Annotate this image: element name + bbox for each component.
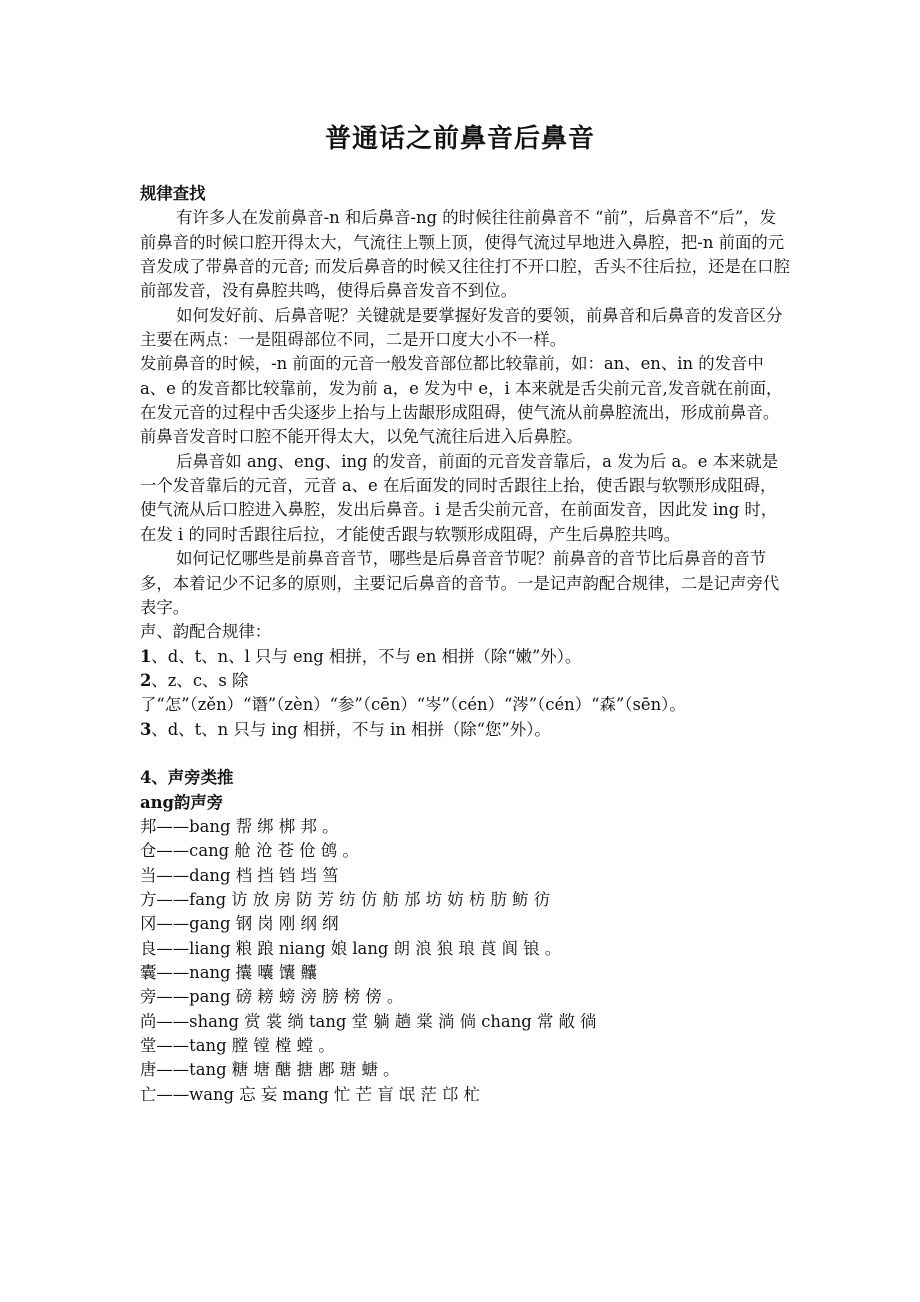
radical-row: 冈——gang 钢 岗 刚 纲 纲 (140, 914, 339, 934)
subheading-ang: ang韵声旁 (140, 792, 224, 812)
radical-row: 邦——bang 帮 绑 梆 邦 。 (140, 816, 339, 836)
spacer (140, 742, 790, 766)
radical-row: 尚——shang 赏 裳 绱 tang 堂 躺 趟 棠 淌 倘 chang 常 敞 徜 (140, 1011, 597, 1031)
radical-row: 方——fang 访 放 房 防 芳 纺 仿 舫 邡 坊 妨 枋 肪 鲂 彷 (140, 889, 551, 909)
paragraph-how-to: 如何发好前、后鼻音呢？关键就是要掌握好发音的要领，前鼻音和后鼻音的发音区分主要在两点：一是阻碍部位不同，二是开口度大小不一样。 (140, 305, 783, 350)
radical-row: 堂——tang 膛 镗 樘 螳 。 (140, 1036, 335, 1056)
rule-item (140, 669, 790, 718)
rule-number: 2 (140, 670, 152, 690)
rules-heading: 声、韵配合规律： (140, 622, 272, 642)
radical-list (140, 815, 790, 1107)
radical-row: 亡——wang 忘 妄 mang 忙 芒 盲 氓 茫 邙 杧 (140, 1084, 481, 1104)
rule-number: 3 (140, 719, 152, 739)
rule-item (140, 718, 790, 742)
rule-text: 、z、c、s 除了“怎”（zěn）“谮”（zèn）“参”（cēn）“岑”（cén）“涔”（cén）“森”（sēn）。 (140, 670, 686, 715)
section-heading-rules: 规律查找 (140, 184, 206, 203)
radical-row: 囊——nang 攮 囔 馕 齉 (140, 963, 317, 982)
section-heading-radicals: 4、声旁类推 (140, 768, 234, 788)
page-title: 普通话之前鼻音后鼻音 (324, 124, 595, 154)
radical-row: 旁——pang 磅 耪 螃 滂 膀 榜 傍 。 (140, 987, 404, 1007)
rule-text: 、d、t、n、l 只与 eng 相拼，不与 en 相拼（除“嫩”外）。 (151, 646, 582, 666)
radical-row: 当——dang 档 挡 铛 垱 筜 (140, 865, 339, 885)
paragraph-back-nasal: 后鼻音如 ang、eng、ing 的发音，前面的元音发音靠后，a 发为后 a。e 本来就是一个发音靠后的元音，元音 a、e 在后面发的同时舌跟往上抬，使舌跟与软颚形成阻碍，使气流从后口腔进入鼻腔，发出后鼻音。i 是舌尖前元音，在前面发音，因此发 ing 时，在发 i 的同时舌跟往后拉，才能使舌跟与软颚形成阻碍，产生后鼻腔共鸣。 (140, 451, 779, 544)
paragraph-intro: 有许多人在发前鼻音-n 和后鼻音-ng 的时候往往前鼻音不 “前”，后鼻音不“后”，发前鼻音的时候口腔开得太大，气流往上颚上顶，使得气流过早地进入鼻腔，把-n 前面的元音发成了带鼻音的元音; 而发后鼻音的时候又往往打不开口腔，舌头不往后拉，还是在口腔前部发音，没有鼻腔共鸣，使得后鼻音发音不到位。 (140, 208, 790, 301)
document-body (140, 182, 790, 1107)
paragraph-front-nasal: 发前鼻音的时候，-n 前面的元音一般发音部位都比较靠前，如：an、en、in 的发音中 a、e 的发音都比较靠前，发为前 a，e 发为中 e，i 本来就是舌尖前元音,发音就在前面，在发元音的过程中舌尖逐步上抬与上齿龈形成阻碍，使气流从前鼻腔流出，形成前鼻音。前鼻音发音时口腔不能开得太大，以免气流往后进入后鼻腔。 (140, 354, 783, 447)
rule-item (140, 645, 790, 669)
radical-row: 唐——tang 糖 塘 醣 搪 鄌 瑭 螗 。 (140, 1060, 400, 1080)
rule-number: 1 (140, 646, 152, 666)
radical-row: 仓——cang 舱 沧 苍 伧 鸧 。 (140, 841, 359, 861)
paragraph-memory: 如何记忆哪些是前鼻音音节，哪些是后鼻音音节呢？前鼻音的音节比后鼻音的音节多，本着记少不记多的原则，主要记后鼻音的音节。一是记声韵配合规律，二是记声旁代表字。 (140, 549, 780, 617)
radical-row: 良——liang 粮 踉 niang 娘 lang 朗 浪 狼 琅 莨 阆 锒 。 (140, 938, 562, 958)
rule-text: 、d、t、n 只与 ing 相拼，不与 in 相拼（除“您”外）。 (151, 719, 551, 739)
